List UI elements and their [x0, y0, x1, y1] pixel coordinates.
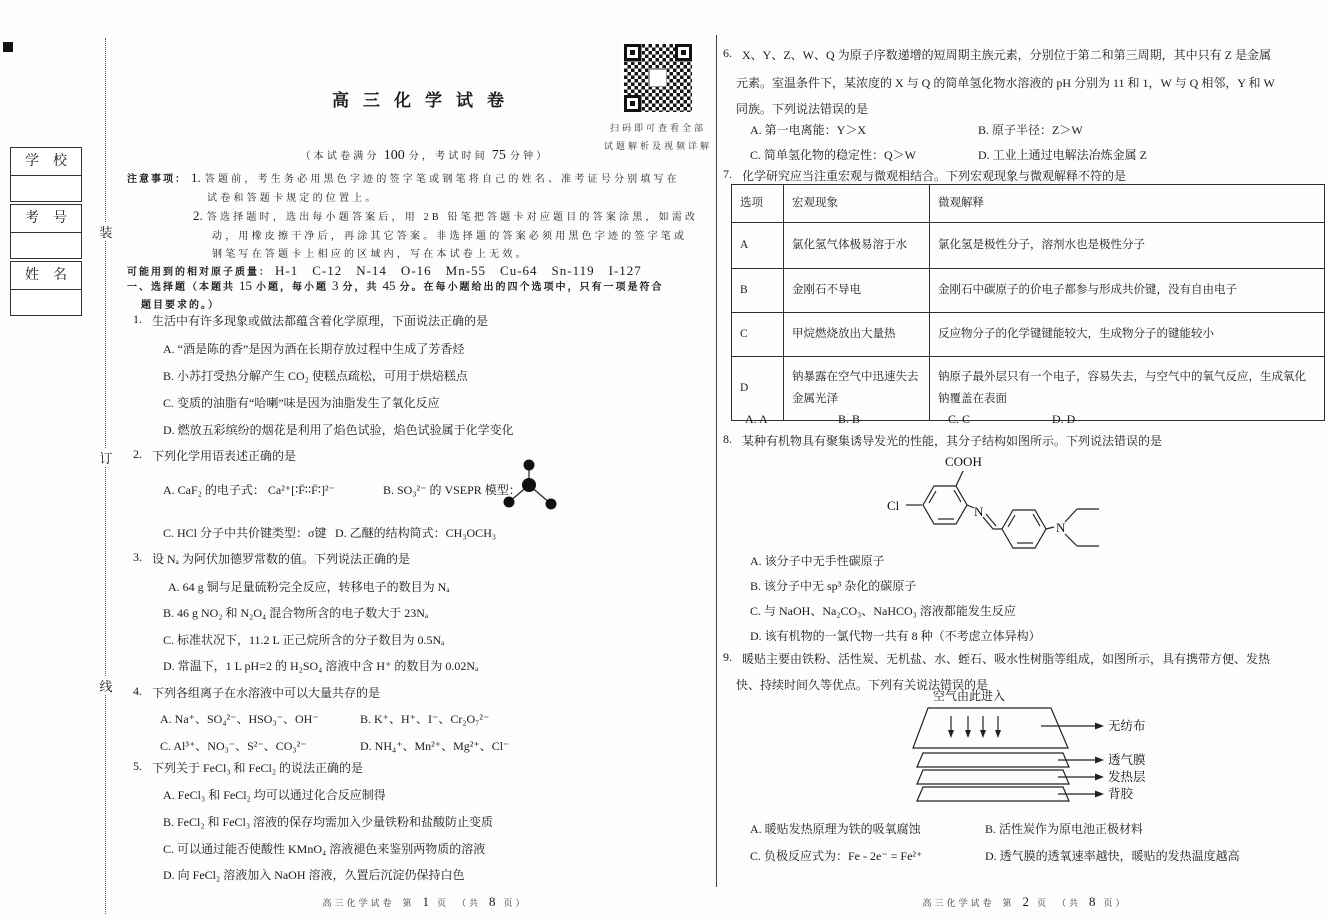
table-row: D 钠暴露在空气中迅速失去金属光泽 钠原子最外层只有一个电子，容易失去，与空气中的氧气反应，生成氧化钠覆盖在表面: [732, 357, 1325, 421]
q8-option-c: C. 与 NaOH、Na₂CO₃、NaHCO₃ 溶液都能发生反应: [750, 604, 1016, 618]
q1-option-d: D. 燃放五彩缤纷的烟花是利用了焰色试验，焰色试验属于化学变化: [163, 423, 514, 437]
q9-stem-line-2: 快、持续时间久等优点。下列有关说法错误的是: [736, 678, 989, 692]
footer-doc-title: 高三化学试卷: [922, 898, 995, 908]
qr-caption-1: 扫码即可查看全部: [609, 123, 706, 133]
q2-option-d: D. 乙醚的结构简式：CH₃OCH₃: [335, 526, 497, 540]
q2-option-c: C. HCl 分子中共价键类型：σ键: [163, 526, 327, 540]
q1-option-b: B. 小苏打受热分解产生 CO₂ 使糕点疏松，可用于烘焙糕点: [163, 369, 468, 383]
col-header-macro: 宏观现象: [784, 185, 930, 223]
notice-line-3: 2. 答选择题时，选出每小题答案后，用 2B 铅笔把答题卡对应题目的答案涂黑，如需改: [193, 208, 699, 223]
q9-option-c: C. 负极反应式为：Fe - 2e⁻ = Fe²⁺: [750, 849, 923, 863]
q6-option-a: A. 第一电离能：Y＞X: [750, 123, 866, 137]
q3-option-a: A. 64 g 铜与足量硫粉完全反应，转移电子的数目为 Nₐ: [168, 580, 450, 594]
layer-label-breathable-film: 透气膜: [1108, 753, 1146, 767]
page-title: 高三化学试卷: [332, 91, 518, 110]
exam-number-blank-field: [11, 233, 81, 258]
q3-option-b: B. 46 g NO₂ 和 N₂O₄ 混合物所含的电子数大于 23Nₐ: [163, 606, 429, 620]
q1-option-c: C. 变质的油脂有“哈喇”味是因为油脂发生了氧化反应: [163, 396, 440, 410]
table-row: B 金刚石不导电 金刚石中碳原子的价电子都参与形成共价键，没有自由电子: [732, 269, 1325, 313]
notice-line-5: 钢笔写在答题卡上相应的区域内，写在本试卷上无效。: [212, 249, 529, 260]
page-number: 2: [1022, 894, 1029, 909]
q5-option-d: D. 向 FeCl₂ 溶液加入 NaOH 溶液，久置后沉淀仍保持白色: [163, 868, 465, 882]
q7-answer-b: B. B: [838, 412, 861, 426]
q6-option-b: B. 原子半径：Z＞W: [978, 123, 1083, 137]
q4-number: 4.: [133, 684, 142, 698]
q6-stem-line-1: X、Y、Z、W、Q 为原子序数递增的短周期主族元素，分别位于第二和第三周期，其中只有 Z 是金属: [742, 48, 1271, 62]
q7-answer-c: C. C: [948, 412, 971, 426]
binding-dotted-line: [105, 38, 106, 914]
table-row: C 甲烷燃烧放出大量热 反应物分子的化学键键能较大，生成物分子的键能较小: [732, 313, 1325, 357]
amine-n-label: N: [1056, 520, 1066, 535]
q3-stem: 设 Nₐ 为阿伏加德罗常数的值。下列说法正确的是: [152, 552, 410, 566]
qr-finder-icon: [675, 44, 692, 61]
total-score: 100: [383, 148, 405, 163]
q3-option-c: C. 标准状况下，11.2 L 正己烷所含的分子数目为 0.5Nₐ: [163, 633, 445, 647]
cl-label: Cl: [887, 498, 900, 513]
q5-option-a: A. FeCl₃ 和 FeCl₂ 均可以通过化合反应制得: [163, 788, 386, 802]
q5-option-b: B. FeCl₂ 和 FeCl₃ 溶液的保存均需加入少量铁粉和盐酸防止变质: [163, 815, 494, 829]
school-blank-field: [11, 176, 81, 201]
qr-code: [624, 44, 692, 112]
name-blank-field: [11, 290, 81, 315]
q4-option-b: B. K⁺、H⁺、I⁻、Cr₂O₇²⁻: [360, 712, 490, 726]
section-heading-line-1: 一、选择题（本题共 15 小题，每小题 3 分，共 45 分。在每小题给出的四个选项中，只有一项是符合: [127, 278, 664, 293]
q6-number: 6.: [723, 46, 732, 60]
q1-stem: 生活中有许多现象或做法都蕴含着化学原理，下面说法正确的是: [152, 314, 489, 328]
table-header-row: [732, 185, 1325, 223]
q2-option-b: B. SO₃²⁻ 的 VSEPR 模型：: [383, 483, 521, 497]
q9-option-d: D. 透气膜的透氧速率越快，暖贴的发热温度越高: [985, 849, 1240, 863]
q5-stem: 下列关于 FeCl₃ 和 FeCl₂ 的说法正确的是: [152, 761, 364, 775]
binding-char-xian: 线: [96, 676, 116, 695]
cooh-label: COOH: [945, 454, 982, 469]
exam-info-text: （本试卷满分: [300, 151, 380, 162]
school-label: 学 校: [11, 148, 81, 176]
col-header-option: 选项: [732, 185, 784, 223]
vsepr-model-diagram: [500, 458, 562, 514]
q9-number: 9.: [723, 650, 732, 664]
q2-stem: 下列化学用语表述正确的是: [152, 449, 297, 463]
section-heading-line-2: 题目要求的。）: [141, 300, 220, 311]
exam-number-label: 考 号: [11, 205, 81, 233]
total-pages: 8: [1089, 894, 1096, 909]
q6-option-d: D. 工业上通过电解法冶炼金属 Z: [978, 148, 1147, 162]
q2-option-a: A. CaF₂ 的电子式： Ca²⁺[∶F̈∶∶F̈∶]²⁻: [163, 483, 335, 497]
notice-line-2: 试卷和答题卡规定的位置上。: [207, 193, 379, 204]
q9-stem-line-1: 暖贴主要由铁粉、活性炭、无机盐、水、蛭石、吸水性树脂等组成，如图所示，具有携带方便、发热: [742, 652, 1271, 666]
q9-option-b: B. 活性炭作为原电池正极材料: [985, 822, 1144, 836]
atomic-mass-values: H-1 C-12 N-14 O-16 Mn-55 Cu-64 Sn-119 I-127: [275, 263, 642, 278]
q8-stem: 某种有机物具有聚集诱导发光的性能，其分子结构如图所示。下列说法错误的是: [742, 434, 1163, 448]
qr-finder-icon: [624, 95, 641, 112]
q4-stem: 下列各组离子在水溶液中可以大量共存的是: [152, 686, 381, 700]
page1-footer: 高三化学试卷 第 1 页 （共 8 页）: [322, 894, 528, 909]
q3-number: 3.: [133, 550, 142, 564]
page2-footer: 高三化学试卷 第 2 页 （共 8 页）: [922, 894, 1128, 909]
q1-option-a: A. “酒是陈的香”是因为酒在长期存放过程中生成了芳香烃: [163, 342, 465, 356]
name-label: 姓 名: [11, 262, 81, 290]
air-inlet-label: 空气由此进入: [933, 689, 1006, 703]
notice-line-4: 动，用橡皮擦干净后，再涂其它答案。非选择题的答案必须用黑色字迹的签字笔或: [212, 231, 688, 242]
imine-n-label: N: [974, 504, 984, 519]
q5-option-c: C. 可以通过能否使酸性 KMnO₄ 溶液褪色来鉴别两物质的溶液: [163, 842, 486, 856]
q1-number: 1.: [133, 312, 142, 326]
name-box: [10, 261, 82, 316]
exam-info-text: 分钟）: [509, 151, 550, 162]
q8-option-d: D. 该有机物的一氯代物一共有 8 种（不考虑立体异构）: [750, 629, 1041, 643]
q7-table: [731, 184, 1325, 421]
q6-stem-line-2: 元素。室温条件下，某浓度的 X 与 Q 的简单氢化物水溶液的 pH 分别为 11 和 1，W 与 Q 相邻，Y 和 W: [736, 76, 1275, 90]
q8-number: 8.: [723, 432, 732, 446]
q2-number: 2.: [133, 447, 142, 461]
notice-line-1: 注意事项： 1. 答题前，考生务必用黑色字迹的签字笔或钢笔将自己的姓名、准考证号分别填写在: [127, 170, 680, 185]
exam-info-line: [215, 146, 635, 164]
exam-duration: 75: [491, 148, 506, 163]
q7-answer-a: A. A: [745, 412, 768, 426]
page-divider-line: [716, 35, 717, 887]
layer-label-nonwoven: 无纺布: [1108, 719, 1146, 733]
school-box: [10, 147, 82, 202]
col-header-micro: 微观解释: [930, 185, 1325, 223]
qr-caption-2: 试题解析及视频详解: [603, 141, 712, 151]
table-row: A 氯化氢气体极易溶于水 氯化氢是极性分子，溶剂水也是极性分子: [732, 223, 1325, 269]
qr-finder-icon: [624, 44, 641, 61]
q4-option-d: D. NH₄⁺、Mn²⁺、Mg²⁺、Cl⁻: [360, 739, 510, 753]
q6-stem-line-3: 同族。下列说法错误的是: [736, 102, 869, 116]
registration-mark: [3, 42, 13, 52]
notice-label: 注意事项：: [127, 174, 187, 185]
q8-option-a: A. 该分子中无手性碳原子: [750, 554, 885, 568]
binding-char-ding: 订: [96, 448, 116, 467]
q7-number: 7.: [723, 167, 732, 181]
q3-option-d: D. 常温下，1 L pH=2 的 H₂SO₄ 溶液中含 H⁺ 的数目为 0.02Nₐ: [163, 659, 479, 673]
layer-label-heating: 发热层: [1108, 770, 1146, 784]
exam-number-box: [10, 204, 82, 259]
q7-answer-d: D. D: [1052, 412, 1076, 426]
q7-stem: 化学研究应当注重宏观与微观相结合。下列宏观现象与微观解释不符的是: [742, 169, 1127, 183]
q4-option-c: C. Al³⁺、NO₃⁻、S²⁻、CO₃²⁻: [160, 739, 307, 753]
q8-option-b: B. 该分子中无 sp³ 杂化的碳原子: [750, 579, 917, 593]
footer-doc-title: 高三化学试卷: [322, 898, 395, 908]
qr-center-logo: [649, 69, 667, 87]
electron-dot-formula: Ca²⁺[∶F̈∶∶F̈∶]²⁻: [267, 483, 335, 497]
q9-option-a: A. 暖贴发热原理为铁的吸氧腐蚀: [750, 822, 921, 836]
binding-char-zhuang: 装: [96, 222, 116, 241]
exam-info-text: 分，考试时间: [408, 151, 488, 162]
page-number: 1: [422, 894, 429, 909]
q6-option-c: C. 简单氢化物的稳定性：Q＞W: [750, 148, 916, 162]
q4-option-a: A. Na⁺、SO₄²⁻、HSO₃⁻、OH⁻: [160, 712, 319, 726]
atomic-mass-label: 可能用到的相对原子质量：: [127, 267, 271, 278]
layer-label-adhesive: 背胶: [1108, 787, 1134, 801]
heat-pack-diagram: [893, 686, 1238, 814]
molecule-structure-diagram: [885, 450, 1130, 552]
q5-number: 5.: [133, 759, 142, 773]
total-pages: 8: [489, 894, 496, 909]
